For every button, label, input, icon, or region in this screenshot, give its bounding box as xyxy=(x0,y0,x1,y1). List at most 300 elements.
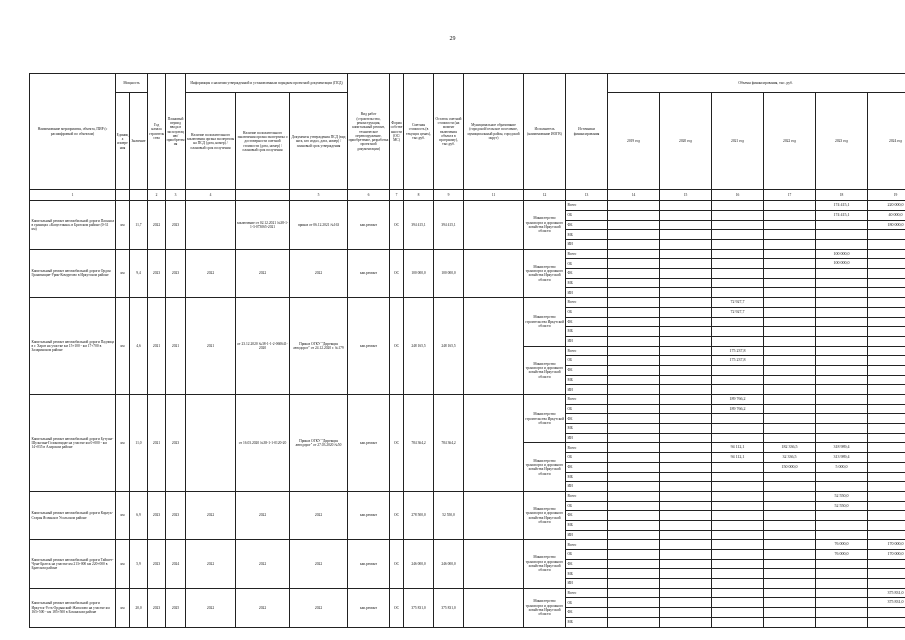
municipality xyxy=(464,395,524,492)
header-year-2023: 2023 год xyxy=(816,93,868,190)
funding-cell xyxy=(712,579,764,589)
funding-cell xyxy=(764,230,816,240)
expert-conclusion: 2022 xyxy=(186,588,236,627)
funding-cell: 189 766,2 xyxy=(712,395,764,405)
source-label: ОБ xyxy=(566,453,608,463)
column-number: 3 xyxy=(166,190,186,201)
estimated-cost: 278 500,0 xyxy=(404,491,434,539)
funding-cell: 313 989,4 xyxy=(816,453,868,463)
funding-cell xyxy=(608,617,660,627)
funding-cell: 150 000,0 xyxy=(764,462,816,472)
ownership: ОС xyxy=(390,588,404,627)
funding-cell xyxy=(660,404,712,414)
work-type: кап.ремонт xyxy=(348,249,390,297)
funding-cell xyxy=(660,424,712,434)
work-type: кап.ремонт xyxy=(348,201,390,249)
source-label: ИИ xyxy=(566,240,608,250)
funding-cell xyxy=(608,550,660,560)
funding-cell xyxy=(816,579,868,589)
municipality xyxy=(464,249,524,297)
funding-cell xyxy=(764,249,816,259)
funding-cell xyxy=(868,472,905,482)
funding-cell: 375 831,0 xyxy=(868,598,905,608)
work-type: кап.ремонт xyxy=(348,540,390,588)
funding-cell xyxy=(660,230,712,240)
funding-cell xyxy=(868,579,905,589)
source-label: МБ xyxy=(566,520,608,530)
funding-cell xyxy=(660,559,712,569)
funding-cell xyxy=(712,327,764,337)
funding-cell xyxy=(712,501,764,511)
funding-cell xyxy=(660,298,712,308)
funding-cell xyxy=(816,269,868,279)
funding-cell xyxy=(816,278,868,288)
column-number: 18 xyxy=(816,190,868,201)
remaining-cost: 248 165,5 xyxy=(434,298,464,395)
project-name: Капитальный ремонт автомобильной дороги Падчица в г. Харат на участке км 15+100 - км 17+700 в Заларинском районе xyxy=(30,298,116,395)
funding-cell xyxy=(608,269,660,279)
source-label: ФБ xyxy=(566,269,608,279)
header-start-year: Год начала строительства xyxy=(148,74,166,190)
funding-cell: 5 000,0 xyxy=(816,462,868,472)
funding-cell xyxy=(868,230,905,240)
funding-cell: 175 237,8 xyxy=(712,356,764,366)
funding-cell xyxy=(608,482,660,492)
funding-cell xyxy=(608,598,660,608)
project-name: Капитальный ремонт автомобильной дороги Тайшет-Чуна-Братск на участке км 213+000 км 220+000 в Братском районе xyxy=(30,540,116,588)
funding-cell xyxy=(608,453,660,463)
executor-cell: Министерство транспорта и дорожного хозяйства Иркутской области xyxy=(524,249,566,297)
funding-cell xyxy=(660,472,712,482)
header-year-2021: 2021 год xyxy=(712,93,764,190)
commissioning-year: 2023 xyxy=(166,201,186,249)
source-label: Всего xyxy=(566,588,608,598)
funding-cell xyxy=(868,443,905,453)
funding-cell xyxy=(816,346,868,356)
funding-cell xyxy=(764,433,816,443)
funding-cell xyxy=(816,598,868,608)
funding-cell: 182 336,5 xyxy=(764,443,816,453)
funding-cell xyxy=(712,230,764,240)
column-number: 5 xyxy=(290,190,348,201)
funding-cell xyxy=(816,288,868,298)
source-label: МБ xyxy=(566,472,608,482)
funding-cell xyxy=(816,336,868,346)
column-number xyxy=(130,190,148,201)
source-label: МБ xyxy=(566,327,608,337)
funding-cell xyxy=(868,559,905,569)
funding-cell xyxy=(608,404,660,414)
funding-cell xyxy=(764,472,816,482)
funding-cell xyxy=(712,259,764,269)
start-year: 2023 xyxy=(148,588,166,627)
source-label: ОБ xyxy=(566,404,608,414)
source-label: ИИ xyxy=(566,433,608,443)
funding-cell xyxy=(608,201,660,211)
funding-cell xyxy=(712,550,764,560)
funding-cell xyxy=(660,433,712,443)
table-row xyxy=(30,395,905,405)
funding-cell: 180 000,0 xyxy=(868,220,905,230)
funding-cell xyxy=(712,559,764,569)
funding-cell: 220 000,0 xyxy=(868,201,905,211)
funding-cell xyxy=(712,385,764,395)
column-number: 14 xyxy=(608,190,660,201)
funding-cell xyxy=(608,511,660,521)
funding-cell: 94 112,1 xyxy=(712,443,764,453)
funding-cell xyxy=(608,220,660,230)
commissioning-year: 2021 xyxy=(166,298,186,395)
funding-cell xyxy=(712,588,764,598)
estimated-cost: 394 415,1 xyxy=(404,201,434,249)
funding-cell xyxy=(660,540,712,550)
expert-conclusion: 2022 xyxy=(186,249,236,297)
funding-cell xyxy=(712,269,764,279)
municipality xyxy=(464,540,524,588)
funding-cell xyxy=(608,433,660,443)
estimate-conclusion: заключение от 02.12.2021 №38-1-1-3-073065-2021 xyxy=(236,201,290,249)
header-estimated-cost: Сметная стоимость (в текущих ценах), тыс.руб. xyxy=(404,74,434,190)
funding-cell xyxy=(764,356,816,366)
funding-cell xyxy=(712,462,764,472)
start-year: 2021 xyxy=(148,298,166,395)
remaining-cost: 246 000,0 xyxy=(434,540,464,588)
header-funding: Объемы финансирования, тыс. руб. xyxy=(608,74,905,93)
source-label: ИИ xyxy=(566,385,608,395)
funding-cell xyxy=(660,356,712,366)
source-label: ФБ xyxy=(566,559,608,569)
estimated-cost: 246 000,0 xyxy=(404,540,434,588)
funding-cell xyxy=(764,288,816,298)
funding-cell xyxy=(816,520,868,530)
project-name: Капитальный ремонт автомобильной дороги Пасынса в границах «Капустинка» в Братском районе (0-31 км) xyxy=(30,201,116,249)
municipality xyxy=(464,491,524,539)
funding-cell xyxy=(868,395,905,405)
source-label: МБ xyxy=(566,375,608,385)
funding-cell xyxy=(868,259,905,269)
source-label: МБ xyxy=(566,617,608,627)
funding-cell xyxy=(816,472,868,482)
funding-cell xyxy=(816,511,868,521)
capacity-unit: км xyxy=(116,201,130,249)
funding-cell xyxy=(764,385,816,395)
source-label: ФБ xyxy=(566,462,608,472)
funding-cell: 175 237,8 xyxy=(712,346,764,356)
funding-cell xyxy=(712,530,764,540)
funding-cell xyxy=(608,424,660,434)
column-number: 16 xyxy=(712,190,764,201)
source-label: ИИ xyxy=(566,482,608,492)
funding-cell xyxy=(608,588,660,598)
funding-cell xyxy=(712,375,764,385)
column-number: 15 xyxy=(660,190,712,201)
source-label: ФБ xyxy=(566,414,608,424)
column-number: 8 xyxy=(404,190,434,201)
funding-cell: 72 927,7 xyxy=(712,298,764,308)
funding-cell: 40 000,0 xyxy=(868,210,905,220)
funding-cell xyxy=(660,307,712,317)
funding-cell xyxy=(608,579,660,589)
funding-cell xyxy=(608,346,660,356)
funding-cell xyxy=(868,336,905,346)
funding-cell xyxy=(868,269,905,279)
funding-cell xyxy=(608,472,660,482)
funding-cell xyxy=(712,278,764,288)
funding-cell xyxy=(712,491,764,501)
funding-cell xyxy=(764,617,816,627)
estimate-conclusion: от 23.12.2020 №38-1-1-2-060641-2020 xyxy=(236,298,290,395)
source-label: ОБ xyxy=(566,210,608,220)
estimate-conclusion: 2022 xyxy=(236,249,290,297)
ownership: ОС xyxy=(390,491,404,539)
funding-cell xyxy=(764,550,816,560)
header-expert: Наличие положительного заключения органа экспертизы на ПСД (дата, номер) / плановый срок получения xyxy=(186,93,236,190)
column-number xyxy=(236,190,290,201)
funding-cell xyxy=(816,298,868,308)
funding-cell xyxy=(868,375,905,385)
funding-cell xyxy=(764,588,816,598)
header-year-2020: 2020 год xyxy=(660,93,712,190)
column-number: 4 xyxy=(186,190,236,201)
funding-cell xyxy=(816,530,868,540)
table-row xyxy=(30,249,905,259)
funding-cell xyxy=(816,307,868,317)
funding-cell xyxy=(764,414,816,424)
funding-cell xyxy=(608,307,660,317)
funding-cell xyxy=(712,472,764,482)
funding-cell xyxy=(816,220,868,230)
source-label: ИИ xyxy=(566,336,608,346)
funding-cell xyxy=(660,346,712,356)
funding-cell xyxy=(764,520,816,530)
funding-cell xyxy=(764,210,816,220)
funding-cell xyxy=(660,608,712,618)
source-label: Всего xyxy=(566,491,608,501)
funding-cell xyxy=(660,550,712,560)
funding-cell xyxy=(660,385,712,395)
project-name: Капитальный ремонт автомобильной дороги Ордон Граничащие-Урик-Комуртово в Иркутском районе xyxy=(30,249,116,297)
header-remaining-cost: Остаток сметной стоимости (на момент включения объекта в программу), тыс.руб. xyxy=(434,74,464,190)
funding-cell xyxy=(712,617,764,627)
funding-cell xyxy=(764,346,816,356)
capacity-unit: км xyxy=(116,588,130,627)
funding-cell xyxy=(868,365,905,375)
estimate-conclusion: 2022 xyxy=(236,491,290,539)
start-year: 2023 xyxy=(148,491,166,539)
funding-cell xyxy=(764,375,816,385)
funding-cell xyxy=(608,540,660,550)
funding-cell xyxy=(868,617,905,627)
project-name: Капитальный ремонт автомобильной дороги Бутуша-Шульгина-Голоновидае на участке км 0+000 - км 14+035 в Аларском районе xyxy=(30,395,116,492)
funding-cell xyxy=(868,453,905,463)
funding-cell xyxy=(868,240,905,250)
work-type: кап.ремонт xyxy=(348,395,390,492)
funding-cell xyxy=(764,317,816,327)
capacity-unit: км xyxy=(116,540,130,588)
capacity-value: 11,7 xyxy=(130,201,148,249)
funding-cell xyxy=(868,608,905,618)
column-number: 6 xyxy=(348,190,390,201)
funding-cell xyxy=(764,569,816,579)
funding-cell xyxy=(660,317,712,327)
executor-cell: Министерство строительства Иркутской области xyxy=(524,395,566,443)
column-number: 9 xyxy=(434,190,464,201)
funding-cell xyxy=(816,365,868,375)
funding-cell xyxy=(868,385,905,395)
funding-cell xyxy=(608,327,660,337)
column-number: 13 xyxy=(566,190,608,201)
source-label: ОБ xyxy=(566,598,608,608)
funding-cell xyxy=(712,520,764,530)
approval-docs: приказ от 06.12.2021 №163 xyxy=(290,201,348,249)
funding-cell xyxy=(712,482,764,492)
funding-cell xyxy=(712,608,764,618)
funding-cell xyxy=(608,317,660,327)
source-label: ФБ xyxy=(566,608,608,618)
funding-cell xyxy=(660,598,712,608)
table-row xyxy=(30,491,905,501)
funding-cell xyxy=(816,230,868,240)
funding-cell xyxy=(712,511,764,521)
funding-cell xyxy=(660,327,712,337)
funding-cell xyxy=(608,501,660,511)
funding-cell xyxy=(712,240,764,250)
source-label: ОБ xyxy=(566,356,608,366)
funding-cell: 174 415,1 xyxy=(816,210,868,220)
funding-cell: 189 766,2 xyxy=(712,404,764,414)
funding-cell xyxy=(816,375,868,385)
funding-cell xyxy=(608,462,660,472)
funding-cell xyxy=(608,385,660,395)
executor-cell: Министерство транспорта и дорожного хозяйства Иркутской области xyxy=(524,588,566,627)
header-executor: Исполнитель (наименование ИОГВ) xyxy=(524,74,566,190)
column-number: 19 xyxy=(868,190,905,201)
funding-cell xyxy=(660,414,712,424)
column-number: 2 xyxy=(148,190,166,201)
funding-cell xyxy=(660,375,712,385)
funding-cell xyxy=(608,375,660,385)
funding-cell xyxy=(660,278,712,288)
source-label: Всего xyxy=(566,298,608,308)
header-ownership: Форма собственности (ОС/МС) xyxy=(390,74,404,190)
project-name: Капитальный ремонт автомобильной дороги Карлук-Старая Ясачная в Усольском районе xyxy=(30,491,116,539)
source-label: ФБ xyxy=(566,317,608,327)
funding-cell xyxy=(712,540,764,550)
remaining-cost: 100 000,0 xyxy=(434,249,464,297)
municipality xyxy=(464,588,524,627)
source-label: Всего xyxy=(566,540,608,550)
capacity-value: 20,0 xyxy=(130,588,148,627)
funding-cell xyxy=(712,317,764,327)
capacity-unit: км xyxy=(116,395,130,492)
funding-cell xyxy=(660,617,712,627)
commissioning-year: 2023 xyxy=(166,491,186,539)
funding-cell xyxy=(816,404,868,414)
funding-cell: 52 550,0 xyxy=(816,501,868,511)
funding-cell xyxy=(660,249,712,259)
source-label: ИИ xyxy=(566,579,608,589)
funding-cell xyxy=(764,559,816,569)
capacity-value: 6,9 xyxy=(130,491,148,539)
ownership: ОС xyxy=(390,540,404,588)
funding-cell xyxy=(660,201,712,211)
header-estimate: Наличие положительного заключения органа экспертизы о достоверности сметной стоимости (дата, номер) / плановый срок получения xyxy=(236,93,290,190)
funding-cell xyxy=(608,443,660,453)
funding-cell xyxy=(868,530,905,540)
expert-conclusion: 2022 xyxy=(186,540,236,588)
table-body xyxy=(30,201,905,628)
source-label: МБ xyxy=(566,424,608,434)
funding-cell xyxy=(764,365,816,375)
funding-cell xyxy=(608,559,660,569)
funding-cell xyxy=(868,346,905,356)
funding-cell xyxy=(764,608,816,618)
funding-cell xyxy=(608,356,660,366)
start-year: 2023 xyxy=(148,540,166,588)
funding-cell xyxy=(764,240,816,250)
table-row xyxy=(30,540,905,550)
estimated-cost: 248 165,5 xyxy=(404,298,434,395)
funding-cell xyxy=(608,288,660,298)
funding-cell xyxy=(608,520,660,530)
funding-cell xyxy=(712,433,764,443)
source-label: МБ xyxy=(566,278,608,288)
funding-cell xyxy=(660,336,712,346)
funding-cell xyxy=(764,395,816,405)
funding-cell xyxy=(764,327,816,337)
funding-cell xyxy=(660,462,712,472)
funding-cell xyxy=(868,462,905,472)
executor-cell: Министерство транспорта и дорожного хозяйства Иркутской области xyxy=(524,491,566,539)
commissioning-year: 2025 xyxy=(166,588,186,627)
funding-cell xyxy=(660,240,712,250)
funding-cell xyxy=(868,491,905,501)
funding-cell xyxy=(608,278,660,288)
funding-cell: 170 000,0 xyxy=(868,550,905,560)
funding-cell xyxy=(764,491,816,501)
start-year: 2023 xyxy=(148,249,166,297)
funding-cell xyxy=(608,210,660,220)
ownership: ОС xyxy=(390,249,404,297)
funding-cell xyxy=(712,569,764,579)
funding-cell xyxy=(764,482,816,492)
header-work-type: Вид работ (строительство, реконструкция, капитальный ремонт, техническое перевооружение, приобретение, разработка проектной документации) xyxy=(348,74,390,190)
column-number: 1 xyxy=(30,190,116,201)
expert-conclusion: 2022 xyxy=(186,491,236,539)
funding-cell xyxy=(868,569,905,579)
work-type: кап.ремонт xyxy=(348,588,390,627)
expert-conclusion: 2021 xyxy=(186,298,236,395)
funding-cell: 174 415,1 xyxy=(816,201,868,211)
funding-cell xyxy=(764,336,816,346)
ownership: ОС xyxy=(390,395,404,492)
funding-cell xyxy=(764,540,816,550)
funding-cell xyxy=(868,249,905,259)
funding-cell xyxy=(660,395,712,405)
source-label: ОБ xyxy=(566,307,608,317)
funding-cell: 72 927,7 xyxy=(712,307,764,317)
approval-docs: 2022 xyxy=(290,249,348,297)
funding-cell xyxy=(608,365,660,375)
approval-docs: Приказ ОГКУ "Дирекция автодорог" от 27.03.2020 №50 xyxy=(290,395,348,492)
funding-cell xyxy=(764,598,816,608)
investment-program-table xyxy=(29,73,905,628)
column-number: 11 xyxy=(464,190,524,201)
funding-cell xyxy=(764,424,816,434)
funding-cell: 52 550,0 xyxy=(816,491,868,501)
funding-cell xyxy=(764,579,816,589)
approval-docs: 2022 xyxy=(290,491,348,539)
